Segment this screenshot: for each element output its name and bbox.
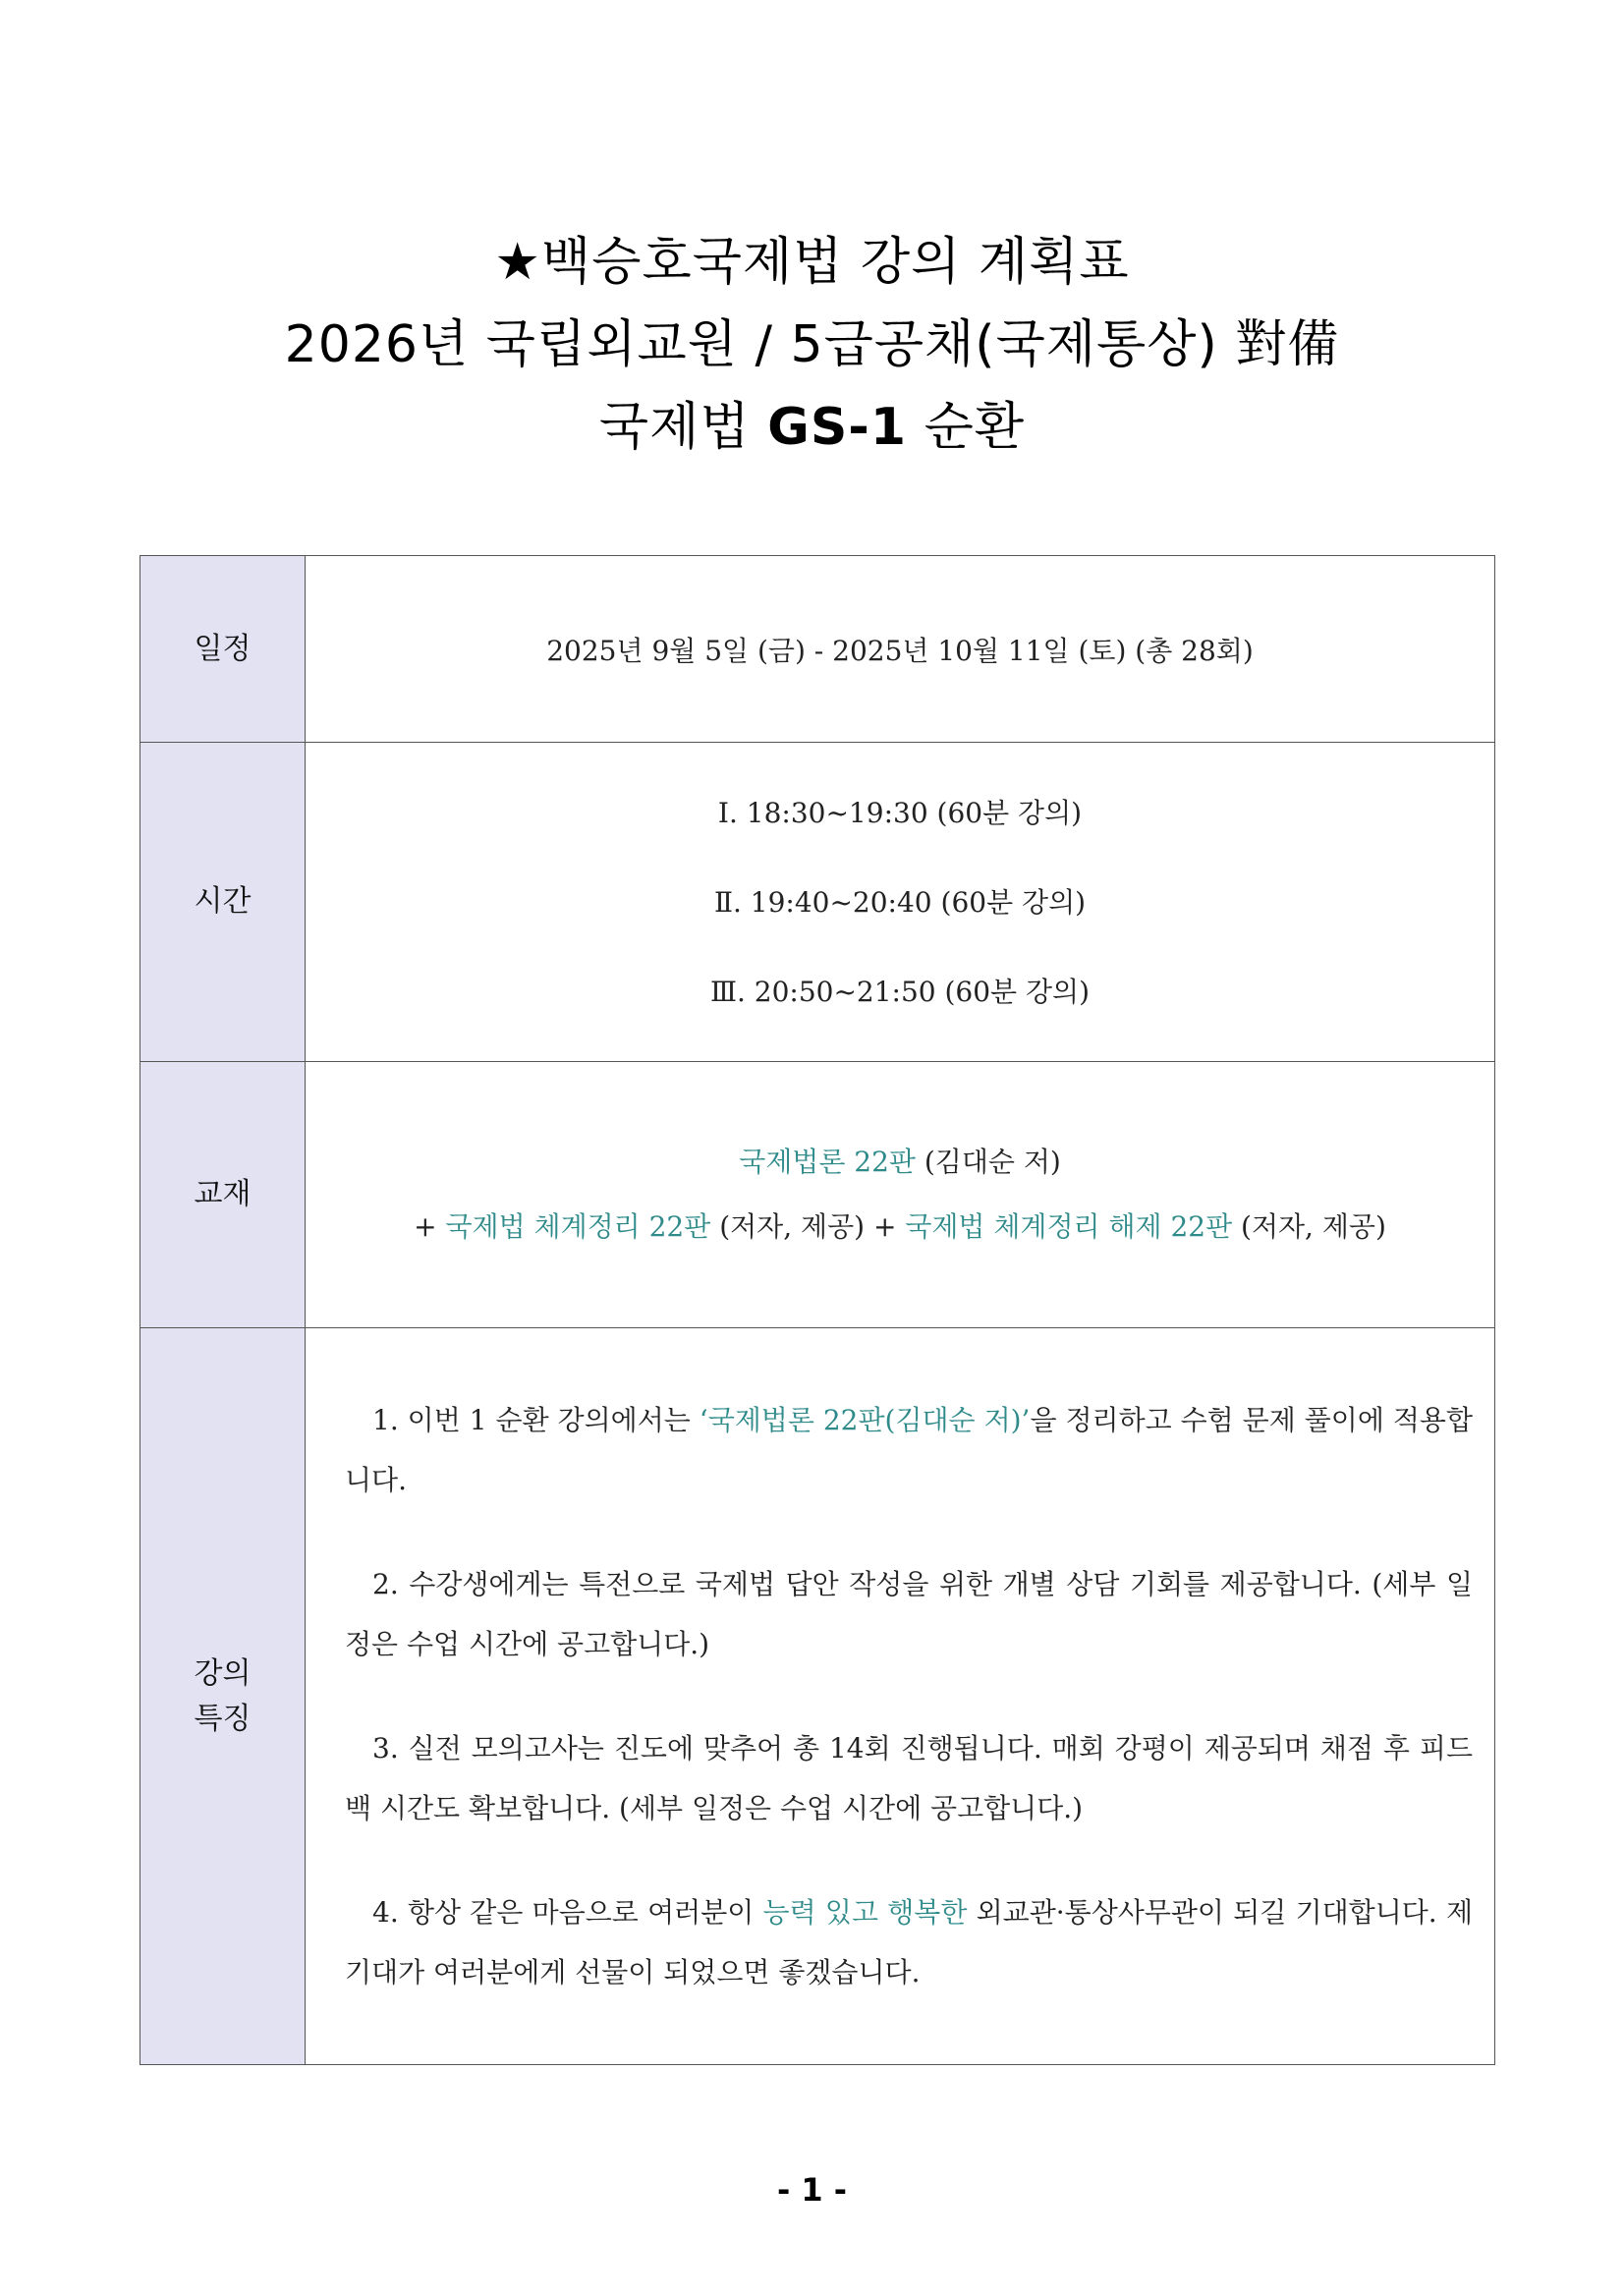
- features-label-line-2: 특징: [194, 1701, 252, 1736]
- title-line-3: [0, 386, 1624, 469]
- title-course-code: GS-1: [767, 398, 908, 457]
- feature-4-text-end: 외교관·통상사무관이 되길 기대합니다. 제 기대가 여러분에게 선물이 되었으면 좋겠습니다.: [345, 1896, 1474, 1988]
- title-line-3-prefix: 국제법: [598, 398, 768, 457]
- feature-1-text-end: 을 정리하고 수험 문제 풀이에 적용합니다.: [345, 1404, 1474, 1496]
- textbook-sub1-note: (저자, 제공) +: [710, 1210, 906, 1243]
- textbook-sub2-note: (저자, 제공): [1232, 1210, 1386, 1243]
- textbook-sub2-title: 국제법 체계정리 해제 22판: [905, 1210, 1233, 1243]
- feature-1-highlight: ‘국제법론 22판(김대순 저)’: [699, 1404, 1031, 1436]
- title-line-3-suffix: 순환: [907, 398, 1026, 457]
- time-slot-1: Ⅰ. 18:30~19:30 (60분 강의): [717, 796, 1083, 829]
- feature-item-4: [345, 1882, 1473, 2002]
- features-row: [140, 1328, 1495, 2065]
- schedule-label: 일정: [140, 556, 306, 743]
- schedule-row: [140, 556, 1495, 743]
- features-label-line-1: 강의: [194, 1655, 252, 1691]
- title-line-1: ★백승호국제법 강의 계획표: [494, 233, 1130, 292]
- textbook-sub1-title: 국제법 체계정리 22판: [445, 1210, 711, 1243]
- time-slot-3: Ⅲ. 20:50~21:50 (60분 강의): [709, 975, 1091, 1008]
- schedule-value: 2025년 9월 5일 (금) - 2025년 10월 11일 (토) (총 28회): [306, 556, 1495, 743]
- textbook-content: [306, 1062, 1495, 1328]
- course-plan-table: [140, 555, 1495, 2065]
- feature-4-highlight: 능력 있고 행복한: [762, 1896, 968, 1929]
- textbook-main-note: (김대순 저): [915, 1146, 1061, 1178]
- time-slot-2: Ⅱ. 19:40~20:40 (60분 강의): [713, 885, 1087, 919]
- time-label: 시간: [140, 743, 306, 1062]
- textbook-supplements: [307, 1195, 1493, 1260]
- time-row: [140, 743, 1495, 1062]
- textbook-main: [307, 1130, 1493, 1195]
- document-title-block: [0, 221, 1624, 469]
- page-number: - 1 -: [776, 2171, 848, 2209]
- feature-4-text: 4. 항상 같은 마음으로 여러분이: [372, 1896, 763, 1929]
- title-line-2: 2026년 국립외교원 / 5급공채(국제통상) 對備: [284, 315, 1340, 374]
- time-slots: [306, 743, 1495, 1062]
- textbook-row: [140, 1062, 1495, 1328]
- features-content: [306, 1328, 1495, 2065]
- textbook-label: 교재: [140, 1062, 306, 1328]
- features-label: [140, 1328, 306, 2065]
- textbook-plus: +: [414, 1210, 446, 1243]
- feature-item-1: [345, 1390, 1473, 1510]
- feature-1-text: 1. 이번 1 순환 강의에서는: [372, 1404, 700, 1436]
- feature-item-3: 3. 실전 모의고사는 진도에 맞추어 총 14회 진행됩니다. 매회 강평이 제공되며 채점 후 피드백 시간도 확보합니다. (세부 일정은 수업 시간에 공고합니다.): [345, 1732, 1473, 1824]
- feature-item-2: 2. 수강생에게는 특전으로 국제법 답안 작성을 위한 개별 상담 기회를 제공합니다. (세부 일정은 수업 시간에 공고합니다.): [345, 1568, 1473, 1660]
- textbook-main-title: 국제법론 22판: [739, 1146, 916, 1178]
